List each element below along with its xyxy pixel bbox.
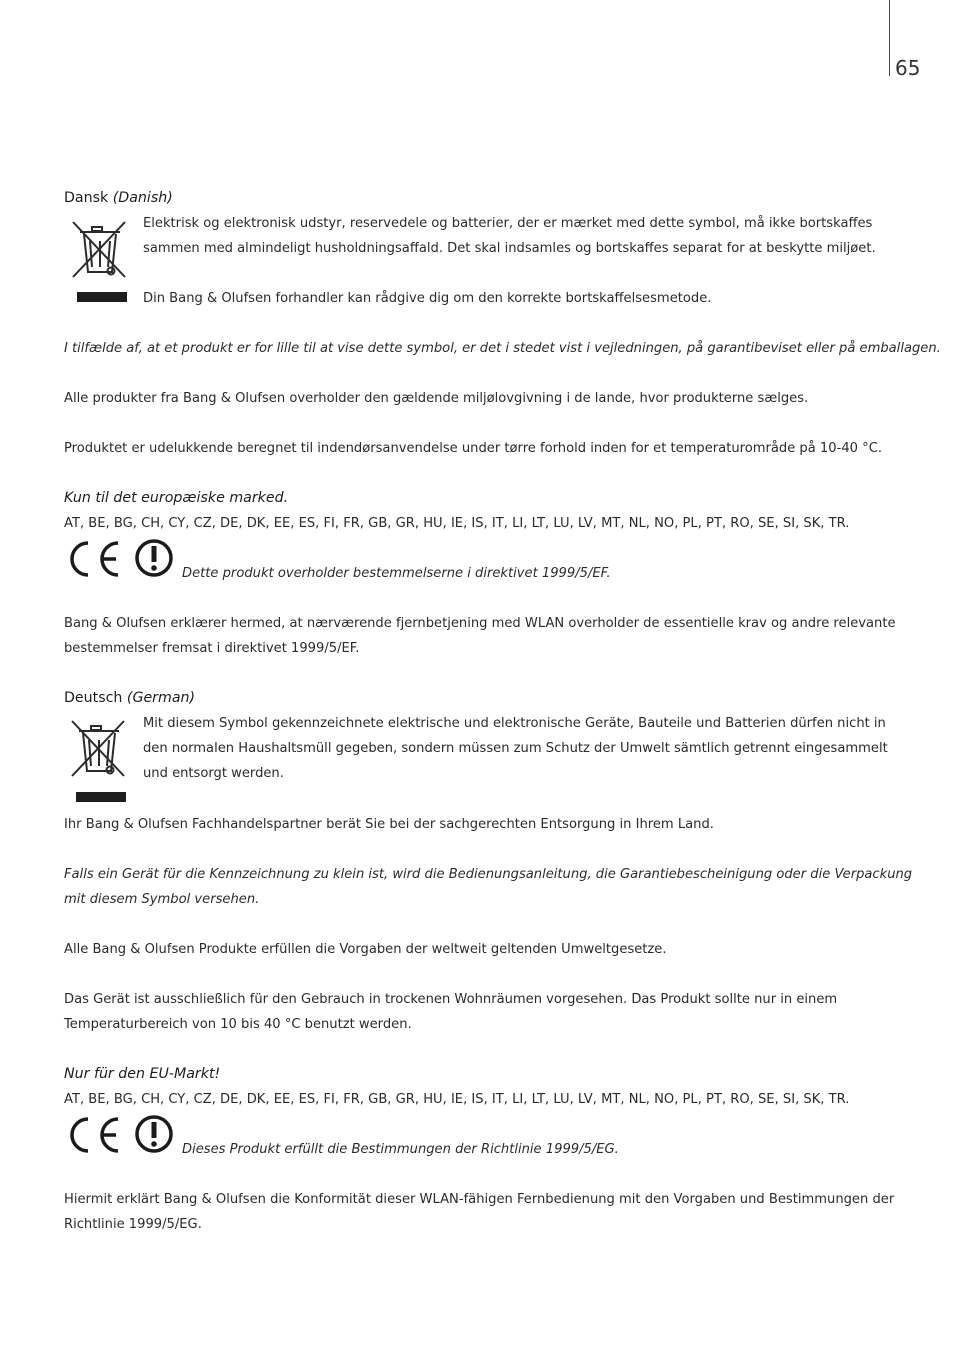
country-list: AT, BE, BG, CH, CY, CZ, DE, DK, EE, ES, FI, FR, GB, GR, HU, IE, IS, IT, LI, LT, LU, LV, MT, NL, NO, PL, PT, RO, SE, SI, SK, TR. bbox=[64, 1092, 850, 1107]
weee-crossed-bin-icon bbox=[67, 716, 131, 804]
weee-text-line: den normalen Haushaltsmüll gegeben, sondern müssen zum Schutz der Umwelt sämtlich getrennt eingesammelt bbox=[143, 741, 888, 756]
small-product-note: I tilfælde af, at et produkt er for lille til at vise dette symbol, er det i stedet vist i vejledningen, på garantibeviset eller på emballagen. bbox=[64, 341, 941, 356]
ce-alert-mark-icon bbox=[64, 538, 176, 580]
weee-text-line: und entsorgt werden. bbox=[143, 766, 284, 781]
country-list: AT, BE, BG, CH, CY, CZ, DE, DK, EE, ES, FI, FR, GB, GR, HU, IE, IS, IT, LI, LT, LU, LV, MT, NL, NO, PL, PT, RO, SE, SI, SK, TR. bbox=[64, 516, 850, 531]
declaration-line: bestemmelser fremsat i direktivet 1999/5/EF. bbox=[64, 641, 360, 656]
section-heading-danish bbox=[64, 189, 173, 207]
dealer-note: Ihr Bang & Olufsen Fachhandelspartner berät Sie bei der sachgerechten Entsorgung in Ihrem Land. bbox=[64, 817, 714, 832]
directive-note: Dette produkt overholder bestemmelserne i direktivet 1999/5/EF. bbox=[182, 566, 611, 581]
small-product-note: mit diesem Symbol versehen. bbox=[64, 892, 260, 907]
declaration-line: Hiermit erklärt Bang & Olufsen die Konformität dieser WLAN-fähigen Fernbedienung mit den Vorgaben und Bestimmungen der bbox=[64, 1192, 895, 1207]
directive-note: Dieses Produkt erfüllt die Bestimmungen der Richtlinie 1999/5/EG. bbox=[182, 1142, 619, 1157]
weee-text-line: sammen med almindeligt husholdningsaffald. Det skal indsamles og bortskaffes separat for at beskytte miljøet. bbox=[143, 241, 876, 256]
heading-sub: (Danish) bbox=[112, 190, 173, 206]
weee-text-line: Mit diesem Symbol gekennzeichnete elektrische und elektronische Geräte, Bauteile und Batterien dürfen nicht in bbox=[143, 716, 886, 731]
weee-text-line: Din Bang & Olufsen forhandler kan rådgive dig om den korrekte bortskaffelsesmetode. bbox=[143, 291, 712, 306]
usage-text: Temperaturbereich von 10 bis 40 °C benutzt werden. bbox=[64, 1017, 412, 1032]
small-product-note: Falls ein Gerät für die Kennzeichnung zu klein ist, wird die Bedienungsanleitung, die Garantiebescheinigung oder die Verpackung bbox=[64, 867, 913, 882]
declaration-line: Richtlinie 1999/5/EG. bbox=[64, 1217, 202, 1232]
page-rule bbox=[889, 0, 890, 76]
environment-text: Alle produkter fra Bang & Olufsen overholder den gældende miljølovgivning i de lande, hvor produkterne sælges. bbox=[64, 391, 809, 406]
declaration-line: Bang & Olufsen erklærer hermed, at nærværende fjernbetjening med WLAN overholder de essentielle krav og andre relevante bbox=[64, 616, 896, 631]
heading-sub: (German) bbox=[126, 690, 196, 706]
eu-market-heading: Kun til det europæiske marked. bbox=[64, 490, 289, 506]
eu-market-heading: Nur für den EU-Markt! bbox=[64, 1066, 221, 1082]
page-number: 65 bbox=[895, 56, 921, 80]
heading-label: Deutsch bbox=[64, 690, 123, 706]
environment-text: Alle Bang & Olufsen Produkte erfüllen die Vorgaben der weltweit geltenden Umweltgesetze. bbox=[64, 942, 667, 957]
usage-text: Das Gerät ist ausschließlich für den Gebrauch in trockenen Wohnräumen vorgesehen. Das Produkt sollte nur in einem bbox=[64, 992, 838, 1007]
section-heading-german bbox=[64, 689, 195, 707]
weee-crossed-bin-icon bbox=[68, 217, 132, 305]
weee-text-line: Elektrisk og elektronisk udstyr, reservedele og batterier, der er mærket med dette symbol, må ikke bortskaffes bbox=[143, 216, 873, 231]
heading-label: Dansk bbox=[64, 190, 109, 206]
ce-alert-mark-icon bbox=[64, 1114, 176, 1156]
usage-text: Produktet er udelukkende beregnet til indendørsanvendelse under tørre forhold inden for et temperaturområde på 10-40 °C. bbox=[64, 441, 882, 456]
